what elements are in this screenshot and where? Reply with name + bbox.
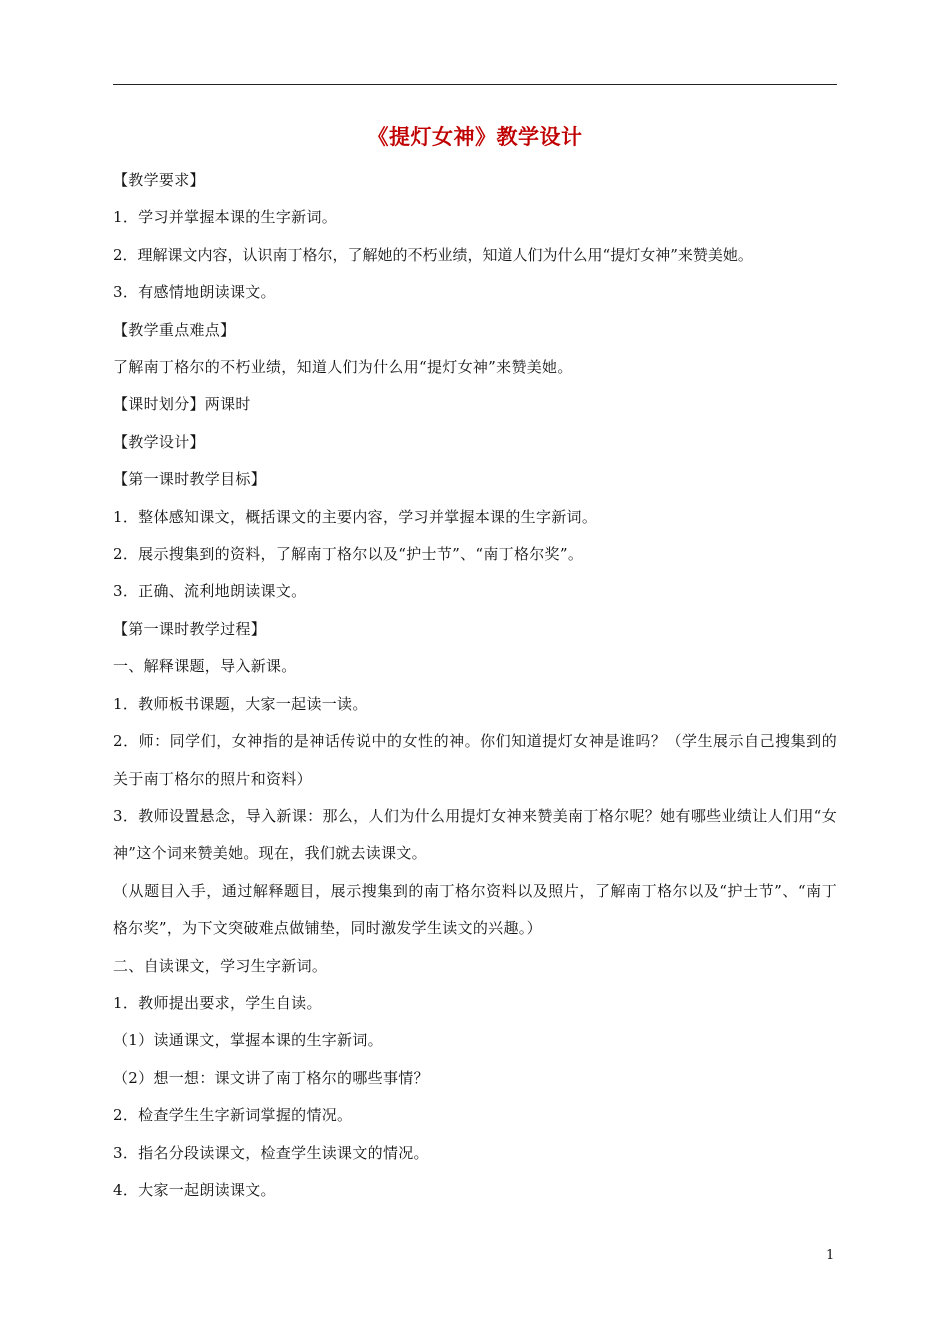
- section-heading: 【第一课时教学目标】: [113, 470, 267, 489]
- section-heading: 【教学要求】: [113, 171, 205, 189]
- document-title: 《提灯女神》教学设计: [367, 124, 583, 149]
- paragraph: 3．指名分段读课文，检查学生读课文的情况。: [113, 1143, 429, 1162]
- paragraph: 二、自读课文，学习生字新词。: [113, 956, 328, 975]
- paragraph: 3．教师设置悬念，导入新课：那么，人们为什么用提灯女神来赞美南丁格尔呢？她有哪些业绩让人们用“女神”这个词来赞美她。现在，我们就去读课文。: [113, 806, 837, 863]
- paragraph: 1．教师提出要求，学生自读。: [113, 993, 322, 1012]
- paragraph: （1）读通课文，掌握本课的生字新词。: [113, 1031, 383, 1050]
- paragraph: 1．学习并掌握本课的生字新词。: [113, 208, 338, 227]
- paragraph: 3．正确、流利地朗读课文。: [113, 582, 307, 601]
- paragraph: （2）想一想：课文讲了南丁格尔的哪些事情？: [113, 1068, 429, 1087]
- paragraph: 2．检查学生生字新词掌握的情况。: [113, 1106, 353, 1125]
- section-heading: 【教学设计】: [113, 432, 205, 451]
- paragraph: 4．大家一起朗读课文。: [113, 1180, 276, 1199]
- page-number: 1: [826, 1248, 835, 1263]
- paragraph: 3．有感情地朗读课文。: [113, 283, 276, 302]
- paragraph: 一、解释课题，导入新课。: [113, 657, 297, 676]
- section-heading: 【课时划分】两课时: [113, 395, 251, 414]
- paragraph: 了解南丁格尔的不朽业绩，知道人们为什么用“提灯女神”来赞美她。: [113, 358, 573, 377]
- paragraph: 2．展示搜集到的资料，了解南丁格尔以及“护士节”、“南丁格尔奖”。: [113, 545, 584, 564]
- section-heading: 【教学重点难点】: [113, 320, 236, 339]
- paragraph: 1．教师板书课题，大家一起读一读。: [113, 694, 368, 713]
- document-body: [113, 162, 837, 1209]
- paragraph: （从题目入手，通过解释题目，展示搜集到的南丁格尔资料以及照片，了解南丁格尔以及“护士节”、“南丁格尔奖”，为下文突破难点做铺垫，同时激发学生读文的兴趣。）: [113, 881, 837, 938]
- paragraph: 1．整体感知课文，概括课文的主要内容，学习并掌握本课的生字新词。: [113, 507, 598, 526]
- section-heading: 【第一课时教学过程】: [113, 619, 267, 638]
- header-rule: [113, 84, 837, 85]
- paragraph: 2．理解课文内容，认识南丁格尔，了解她的不朽业绩，知道人们为什么用“提灯女神”来赞美她。: [113, 245, 753, 264]
- paragraph: 2．师：同学们，女神指的是神话传说中的女性的神。你们知道提灯女神是谁吗？（学生展示自己搜集到的关于南丁格尔的照片和资料）: [113, 732, 837, 788]
